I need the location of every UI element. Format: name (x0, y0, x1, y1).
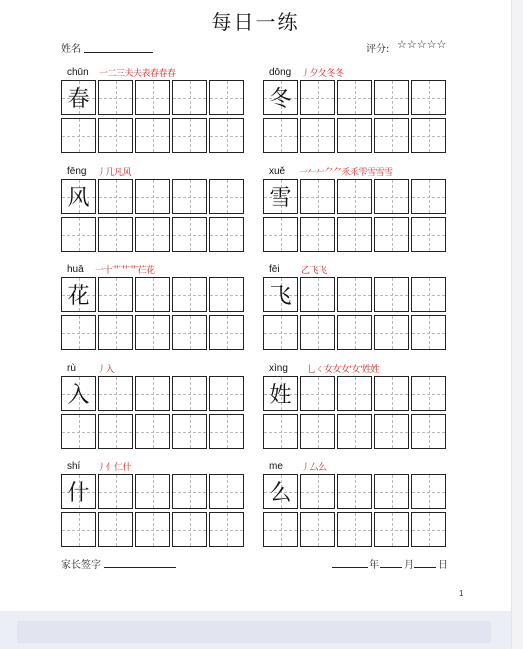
star-rating-icon[interactable]: ☆☆☆☆☆ (397, 38, 447, 51)
writing-cell[interactable] (337, 315, 372, 350)
writing-cell[interactable] (263, 414, 298, 449)
stroke-order-hint: 丿夕夂冬冬 (301, 69, 344, 79)
writing-cell[interactable] (61, 179, 96, 214)
year-label: 年 (369, 560, 379, 571)
model-character: 姓 (269, 383, 292, 408)
model-character: 雪 (269, 186, 292, 211)
writing-cell[interactable] (337, 512, 372, 547)
writing-cell[interactable] (411, 217, 446, 252)
writing-cell[interactable] (98, 315, 133, 350)
stroke-order-hint: 一二三夫夫表春春春 (99, 69, 176, 79)
writing-cell[interactable] (411, 80, 446, 115)
writing-cell[interactable] (135, 118, 170, 153)
writing-cell[interactable] (61, 118, 96, 153)
writing-cell[interactable] (172, 217, 207, 252)
page-title: 每日一练 (211, 10, 300, 34)
stroke-order-hint: 丿亻仁什 (97, 463, 132, 473)
writing-cell[interactable] (172, 512, 207, 547)
writing-cell[interactable] (300, 376, 335, 411)
model-character: 飞 (269, 284, 292, 309)
name-field-line[interactable] (84, 52, 153, 53)
writing-cell[interactable] (300, 474, 335, 509)
writing-cell[interactable] (263, 277, 298, 312)
practice-row (61, 414, 246, 449)
writing-cell[interactable] (263, 315, 298, 350)
writing-cell[interactable] (374, 474, 409, 509)
writing-cell[interactable] (98, 376, 133, 411)
writing-cell[interactable] (300, 512, 335, 547)
writing-cell[interactable] (209, 512, 244, 547)
writing-cell[interactable] (337, 179, 372, 214)
model-character: 风 (67, 186, 90, 211)
writing-cell[interactable] (209, 277, 244, 312)
trace-row (263, 179, 448, 214)
score-label: 评分: (366, 44, 390, 55)
stroke-order-hint: 丿几凡风 (97, 168, 132, 178)
writing-cell[interactable] (209, 414, 244, 449)
writing-cell[interactable] (135, 315, 170, 350)
writing-cell[interactable] (263, 80, 298, 115)
writing-cell[interactable] (209, 315, 244, 350)
writing-cell[interactable] (98, 474, 133, 509)
writing-cell[interactable] (411, 277, 446, 312)
writing-cell[interactable] (337, 80, 372, 115)
writing-cell[interactable] (337, 277, 372, 312)
writing-cell[interactable] (374, 414, 409, 449)
parent-signature-line[interactable] (104, 567, 176, 568)
model-character: 冬 (269, 87, 292, 112)
writing-cell[interactable] (411, 414, 446, 449)
day-field-line[interactable] (414, 567, 436, 568)
pinyin-label: rù (67, 363, 76, 374)
writing-cell[interactable] (411, 179, 446, 214)
writing-cell[interactable] (263, 376, 298, 411)
writing-cell[interactable] (61, 277, 96, 312)
pinyin-label: xìng (269, 363, 288, 374)
trace-row (263, 474, 448, 509)
writing-cell[interactable] (98, 80, 133, 115)
writing-cell[interactable] (374, 118, 409, 153)
writing-cell[interactable] (300, 80, 335, 115)
name-label: 姓名 (61, 44, 81, 55)
writing-cell[interactable] (374, 512, 409, 547)
writing-cell[interactable] (98, 118, 133, 153)
writing-cell[interactable] (337, 217, 372, 252)
writing-cell[interactable] (263, 474, 298, 509)
pinyin-label: shí (67, 461, 81, 472)
writing-cell[interactable] (172, 179, 207, 214)
writing-cell[interactable] (172, 80, 207, 115)
writing-cell[interactable] (135, 376, 170, 411)
trace-row (61, 474, 246, 509)
writing-cell[interactable] (374, 277, 409, 312)
stroke-order-hint: 丿入 (97, 365, 115, 375)
writing-cell[interactable] (61, 414, 96, 449)
writing-cell[interactable] (172, 376, 207, 411)
day-label: 日 (438, 560, 448, 571)
writing-cell[interactable] (337, 376, 372, 411)
stroke-order-hint: 乚ㄑ女女女'女'姓姓 (307, 365, 379, 375)
writing-cell[interactable] (98, 512, 133, 547)
writing-cell[interactable] (98, 179, 133, 214)
writing-cell[interactable] (300, 315, 335, 350)
year-field-line[interactable] (332, 567, 368, 568)
writing-cell[interactable] (300, 118, 335, 153)
writing-cell[interactable] (374, 315, 409, 350)
pinyin-label: dōng (269, 67, 292, 78)
parent-signature-label: 家长签字 (61, 560, 101, 571)
stroke-order-hint: 乙飞飞 (301, 266, 327, 276)
writing-cell[interactable] (135, 217, 170, 252)
writing-cell[interactable] (135, 277, 170, 312)
practice-row (61, 315, 246, 350)
stroke-order-hint: 一十艹艹艹芢花 (95, 266, 155, 276)
pinyin-label: me (269, 461, 283, 472)
stroke-order-hint: 一𠂉𠂉⺈⺈乑乑雫雪雪雪 (299, 168, 393, 178)
practice-row (263, 315, 448, 350)
writing-cell[interactable] (411, 376, 446, 411)
writing-cell[interactable] (411, 512, 446, 547)
trace-row (263, 277, 448, 312)
pinyin-label: huā (67, 264, 84, 275)
trace-row (61, 277, 246, 312)
writing-cell[interactable] (172, 118, 207, 153)
writing-cell[interactable] (374, 376, 409, 411)
writing-cell[interactable] (172, 277, 207, 312)
writing-cell[interactable] (172, 315, 207, 350)
model-character: 入 (67, 383, 90, 408)
model-character: 春 (67, 87, 90, 112)
pinyin-label: fēng (67, 166, 87, 177)
practice-row (61, 118, 246, 153)
writing-cell[interactable] (135, 179, 170, 214)
writing-cell[interactable] (337, 118, 372, 153)
writing-cell[interactable] (209, 80, 244, 115)
model-character: 么 (269, 481, 292, 506)
writing-cell[interactable] (209, 474, 244, 509)
writing-cell[interactable] (61, 512, 96, 547)
practice-row (263, 217, 448, 252)
pinyin-label: fēi (269, 264, 280, 275)
stroke-order-hint: 丿厶么 (301, 463, 327, 473)
practice-row (263, 512, 448, 547)
trace-row (61, 376, 246, 411)
writing-cell[interactable] (209, 376, 244, 411)
writing-cell[interactable] (374, 217, 409, 252)
writing-cell[interactable] (209, 118, 244, 153)
model-character: 什 (67, 481, 90, 506)
writing-cell[interactable] (374, 179, 409, 214)
writing-cell[interactable] (135, 474, 170, 509)
practice-row (61, 217, 246, 252)
writing-cell[interactable] (374, 80, 409, 115)
writing-cell[interactable] (98, 217, 133, 252)
writing-cell[interactable] (172, 414, 207, 449)
writing-cell[interactable] (411, 118, 446, 153)
writing-cell[interactable] (61, 80, 96, 115)
writing-cell[interactable] (411, 474, 446, 509)
writing-cell[interactable] (135, 414, 170, 449)
writing-cell[interactable] (209, 217, 244, 252)
practice-row (263, 118, 448, 153)
pinyin-label: chūn (67, 67, 89, 78)
writing-cell[interactable] (263, 512, 298, 547)
trace-row (61, 179, 246, 214)
writing-cell[interactable] (263, 118, 298, 153)
writing-cell[interactable] (300, 179, 335, 214)
bottom-toolbar (17, 621, 491, 643)
page-number: 1 (459, 589, 464, 598)
pinyin-label: xuě (269, 166, 286, 177)
writing-cell[interactable] (98, 414, 133, 449)
writing-cell[interactable] (98, 277, 133, 312)
practice-row (263, 414, 448, 449)
writing-cell[interactable] (263, 217, 298, 252)
writing-cell[interactable] (61, 315, 96, 350)
writing-cell[interactable] (337, 474, 372, 509)
writing-cell[interactable] (135, 80, 170, 115)
writing-cell[interactable] (300, 217, 335, 252)
practice-row (61, 512, 246, 547)
writing-cell[interactable] (263, 179, 298, 214)
writing-cell[interactable] (411, 315, 446, 350)
writing-cell[interactable] (300, 414, 335, 449)
writing-cell[interactable] (300, 277, 335, 312)
trace-row (263, 80, 448, 115)
writing-cell[interactable] (209, 179, 244, 214)
writing-cell[interactable] (172, 474, 207, 509)
trace-row (61, 80, 246, 115)
writing-cell[interactable] (135, 512, 170, 547)
trace-row (263, 376, 448, 411)
writing-cell[interactable] (61, 217, 96, 252)
month-field-line[interactable] (380, 567, 402, 568)
writing-cell[interactable] (61, 376, 96, 411)
writing-cell[interactable] (337, 414, 372, 449)
model-character: 花 (67, 284, 90, 309)
writing-cell[interactable] (61, 474, 96, 509)
month-label: 月 (404, 560, 414, 571)
vertical-scrollbar[interactable] (511, 0, 523, 649)
